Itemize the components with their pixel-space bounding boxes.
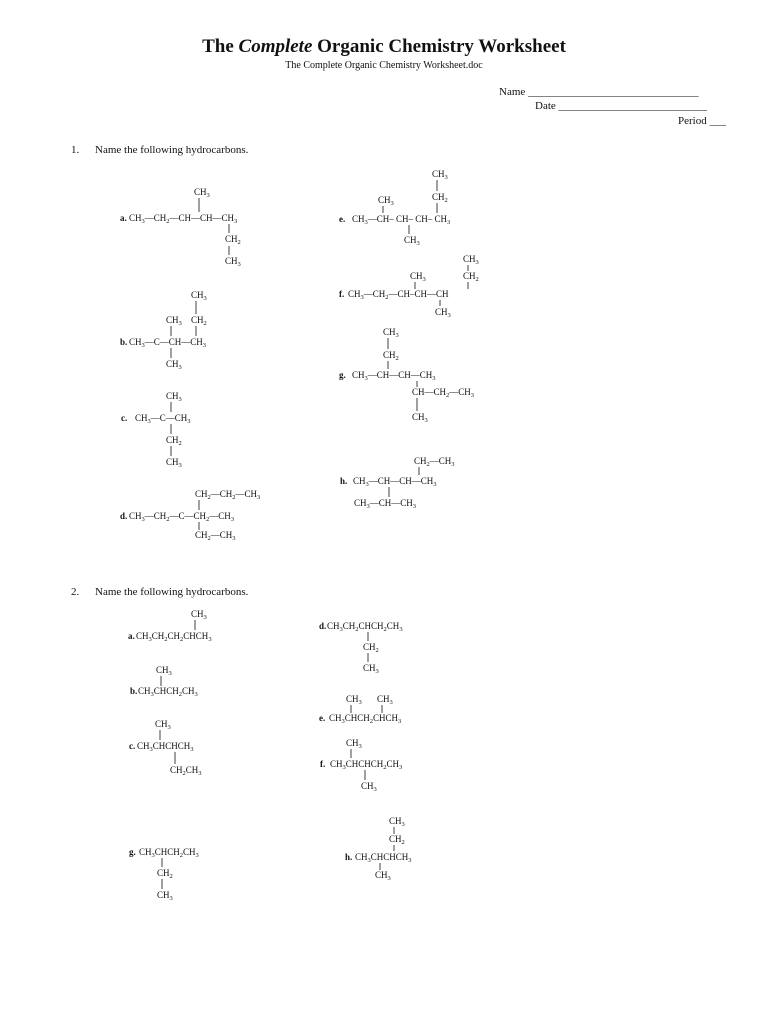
substituent: CH3 xyxy=(225,256,241,268)
label-g: g. xyxy=(129,847,136,857)
substituent: CH2 xyxy=(389,834,405,846)
substituent: CH3 xyxy=(389,816,405,828)
structure-1a xyxy=(120,187,241,268)
structure-1f xyxy=(339,254,479,319)
label-a: a. xyxy=(120,213,127,223)
structure-2f xyxy=(320,738,402,793)
structure-1h xyxy=(340,456,455,510)
structure-1c xyxy=(121,391,191,469)
substituent: CH3 xyxy=(404,235,420,247)
substituent: CH3 xyxy=(346,694,362,706)
label-h: h. xyxy=(340,476,348,486)
structure-2b xyxy=(130,665,198,698)
condensed-formula: CH3CHCHCH3 xyxy=(137,741,194,753)
structure-2a xyxy=(128,609,212,643)
label-d: d. xyxy=(319,621,327,631)
substituent: CH3 xyxy=(375,870,391,882)
substituent: CH3 xyxy=(166,457,182,469)
substituent: CH3 xyxy=(435,307,451,319)
title-emphasis: Complete xyxy=(238,36,313,57)
substituent: CH3 xyxy=(191,290,207,302)
substituent: CH2 xyxy=(225,234,241,246)
structure-1d xyxy=(120,489,260,542)
question-number: 1. xyxy=(71,144,80,156)
substituent: CH2 xyxy=(157,868,173,880)
label-d: d. xyxy=(120,511,128,521)
substituent: CH3 xyxy=(361,781,377,793)
substituent: CH2 xyxy=(363,642,379,654)
substituent: CH2 xyxy=(191,315,207,327)
condensed-formula: CH3CH2CHCH2CH3 xyxy=(327,621,403,633)
main-chain: CH3—CH2—CH—CH—CH3 xyxy=(129,213,238,225)
branch-top: CH2—CH2—CH3 xyxy=(195,489,261,501)
question-text: Name the following hydrocarbons. xyxy=(95,586,249,598)
branch-bottom: CH3—CH—CH3 xyxy=(354,498,417,510)
substituent: CH2 xyxy=(432,192,448,204)
substituent: CH2 xyxy=(463,271,479,283)
condensed-formula: CH3CH2CH2CHCH3 xyxy=(136,631,212,643)
period-field[interactable]: Period ___ xyxy=(678,115,726,127)
structure-2g xyxy=(129,847,199,902)
branch-top: CH2—CH3 xyxy=(414,456,455,468)
condensed-formula: CH3CHCHCH3 xyxy=(355,852,412,864)
branch-bottom: CH2—CH3 xyxy=(195,530,236,542)
question-text: Name the following hydrocarbons. xyxy=(95,144,249,156)
substituent: CH3 xyxy=(463,254,479,266)
label-b: b. xyxy=(120,337,128,347)
label-c: c. xyxy=(121,413,128,423)
label-c: c. xyxy=(129,741,136,751)
substituent: CH3 xyxy=(383,327,399,339)
label-a: a. xyxy=(128,631,135,641)
substituent: CH3 xyxy=(157,890,173,902)
substituent: CH3 xyxy=(191,609,207,621)
label-h: h. xyxy=(345,852,353,862)
condensed-formula: CH3CHCH2CH3 xyxy=(139,847,199,859)
main-chain: CH3—C—CH3 xyxy=(135,413,191,425)
structure-2e xyxy=(319,694,401,725)
substituent: CH3 xyxy=(166,391,182,403)
label-b: b. xyxy=(130,686,138,696)
condensed-formula: CH3CHCH2CH3 xyxy=(138,686,198,698)
document-filename: The Complete Organic Chemistry Worksheet.doc xyxy=(285,60,483,71)
main-chain: CH3—C—CH—CH3 xyxy=(129,337,207,349)
substituent: CH3 xyxy=(377,694,393,706)
substituent: CH3 xyxy=(156,665,172,677)
substituent: CH3 xyxy=(410,271,426,283)
label-e: e. xyxy=(319,713,326,723)
substituent: CH3 xyxy=(432,169,448,181)
structure-2c xyxy=(129,719,202,777)
branch: CH—CH2—CH3 xyxy=(412,387,475,399)
substituent: CH3 xyxy=(363,663,379,675)
structure-2h xyxy=(345,816,412,882)
substituent: CH3 xyxy=(166,359,182,371)
condensed-formula: CH3CHCHCH2CH3 xyxy=(330,759,403,771)
label-f: f. xyxy=(339,289,345,299)
structure-1g xyxy=(339,327,474,424)
structure-1e xyxy=(339,169,450,247)
label-e: e. xyxy=(339,214,346,224)
substituent: CH3 xyxy=(412,412,428,424)
label-g: g. xyxy=(339,370,346,380)
label-f: f. xyxy=(320,759,326,769)
substituent: CH3 xyxy=(166,315,182,327)
condensed-formula: CH3CHCH2CHCH3 xyxy=(329,713,402,725)
question-number: 2. xyxy=(71,586,80,598)
substituent: CH3 xyxy=(155,719,171,731)
main-chain: CH3—CH—CH—CH3 xyxy=(353,476,437,488)
date-field[interactable]: Date ___________________________ xyxy=(535,100,708,112)
title-suffix: Organic Chemistry Worksheet xyxy=(312,36,566,57)
substituent: CH3 xyxy=(346,738,362,750)
substituent: CH2 xyxy=(166,435,182,447)
main-chain: CH3—CH—CH—CH3 xyxy=(352,370,436,382)
substituent: CH3 xyxy=(378,195,394,207)
main-chain: CH3—CH– CH– CH– CH3 xyxy=(352,214,451,226)
main-chain: CH3—CH2—CH–CH—CH xyxy=(348,289,449,301)
substituent: CH3 xyxy=(194,187,210,199)
structure-2d xyxy=(319,621,403,675)
branch: CH2CH3 xyxy=(170,765,202,777)
structure-1b xyxy=(120,290,207,371)
name-field[interactable]: Name _______________________________ xyxy=(499,86,699,98)
title-prefix: The xyxy=(202,36,239,57)
substituent: CH2 xyxy=(383,350,399,362)
main-chain: CH3—CH2—C—CH2—CH3 xyxy=(129,511,235,523)
